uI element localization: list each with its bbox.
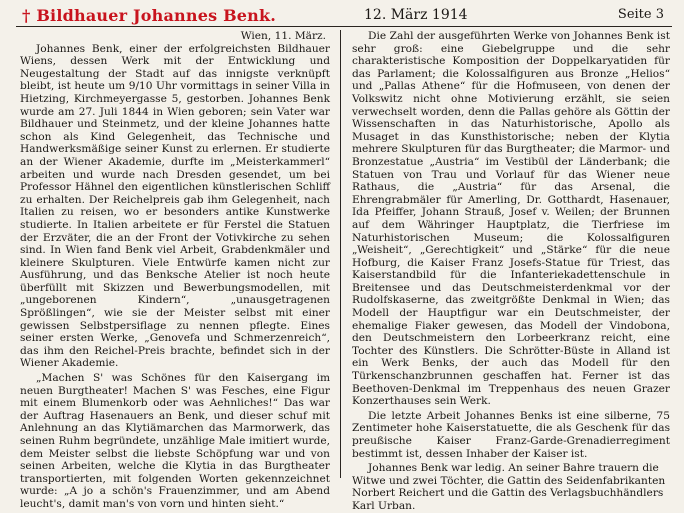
issue-date: 12. März 1914 [364, 7, 468, 23]
page-number: Seite 3 [617, 7, 664, 22]
obituary-title: † Bildhauer Johannes Benk. [22, 6, 277, 25]
article-paragraph: Die Zahl der ausgeführten Werke von Johannes Benk ist sehr groß: eine Giebelgruppe und die sehr charakteristische Komposition der Doppelkaryatiden für das Parlament; die Kolossalfiguren aus Bronze „Helios“ und „Pallas Athene“ für die Hofmuseen, von denen der Volkswitz nicht ohne Motivierung erzählt, sie seien verwechselt worden, denn die Pallas gehöre als Göttin der Wissenschaften in das Naturhistorische, Apollo als Musaget in das Kunsthistorische; neben der Klytia mehrere Skulpturen für das Burgtheater; die Marmor- und Bronzestatue „Austria“ im Vestibül der Länderbank; die Statuen von Trau und Vorlauf für das Wiener neue Rathaus, die „Austria“ für das Arsenal, die Ehrengrabmäler für Amerling, Dr. Gotthardt, Hasenauer, Ida Pfeiffer, Johann Strauß, Josef v. Weilen; der Brunnen auf dem Währinger Hauptplatz, die Tierfriese im Naturhistorischen Museum; die Kolossalfiguren „Weisheit“, „Gerechtigkeit“ und „Stärke“ für die neue Hofburg, die Kaiser Franz Josefs-Statue für Triest, das Kaiserstandbild für die Infanteriekadettenschule in Breitensee und das Deutschmeisterdenkmal vor der Rudolfskaserne, das zweitgrößte Denkmal in Wien; das Modell der Hauptfigur war ein Deutschmeister, der ehemalige Fiaker gewesen, das Modell der Vindobona, den Deutschmeistern den Lorbeerkranz reicht, eine Tochter des Künstlers. Die Schrötter-Büste in Alland ist ein Werk Benks, der auch das Modell für den Türkenschanzbrunnen geschaffen hat. Ferner ist das Beethoven-Denkmal im Treppenhaus des neuen Grazer Konzerthauses sein Werk. [352, 30, 670, 408]
header-rule [16, 26, 672, 27]
column-divider [340, 30, 341, 478]
article-paragraph: Johannes Benk, einer der erfolgreichsten Bildhauer Wiens, dessen Werk mit der Entwicklung und Neugestaltung der Stadt auf das innigste verknüpft bleibt, ist heute um 9/10 Uhr vormittags in seiner Villa in Hietzing, Kirchmeyergasse 5, gestorben. Johannes Benk wurde am 27. Juli 1844 in Wien geboren; sein Vater war Bildhauer und Steinmetz, und der kleine Johannes hatte schon als Kind Gelegenheit, das Technische und Handwerksmäßige seiner Kunst zu erlernen. Er studierte an der Wiener Akademie, durfte im „Meisterkammerl“ arbeiten und wurde nach Dresden gesendet, um bei Professor Hähnel den eigentlichen künstlerischen Schliff zu erhalten. Der Reichelpreis gab ihm Gelegenheit, nach Italien zu reisen, wo er besonders antike Kunstwerke studierte. In Italien arbeitete er für Ferstel die Statuen der Erzväter, die an der Front der Votivkirche zu sehen sind. In Wien fand Benk viel Arbeit, Grabdenkmäler und kleinere Skulpturen. Viele Entwürfe kamen nicht zur Ausführung, und das Benksche Atelier ist noch heute überfüllt mit Skizzen und Bewerbungsmodellen, mit „ungeborenen Kindern“, „unausgetragenen Sprößlingen“, wie sie der Meister selbst mit einer gewissen Selbstpersiflage zu nennen pflegte. Eines seiner ersten Werke, „Genovefa und Schmerzenreich“, das ihm den Reichel-Preis brachte, befindet sich in der Wiener Akademie. [20, 42, 330, 370]
article-paragraph: „Machen S' was Schönes für den Kaisergang im neuen Burgtheater! Machen S' was Fesches, eine Figur mit einem Blumenkorb oder was Aehnliches!“ Das war der Auftrag Hasenauers an Benk, und dieser schuf mit Anlehnung an das Klytiämarchen das Marmorwerk, das seinen Ruhm begründete, unzählige Male imitiert wurde, dem Meister selbst die liebste Schöpfung war und von seinen Arbeiten, welche die Klytia in das Burgtheater transportierten, mit folgenden Worten gekennzeichnet wurde: „A jo a schön's Frauenzimmer, und am Abend leucht's, damit man's von vorn und hinten sieht.“ [20, 372, 330, 510]
left-column [20, 30, 330, 511]
article-paragraph: Die letzte Arbeit Johannes Benks ist eine silberne, 75 Zentimeter hohe Kaiserstatuette, die als Geschenk für das preußische Kaiser Franz-Garde-Grenadierregiment bestimmt ist, dessen Inhaber der Kaiser ist. [352, 409, 670, 460]
page-header [12, 6, 672, 28]
article-paragraph: Johannes Benk war ledig. An seiner Bahre trauern die Witwe und zwei Töchter, die Gattin des Seidenfabrikanten Norbert Reichert und die Gattin des Verlagsbuchhändlers Karl Urban. [352, 462, 666, 512]
dateline: Wien, 11. März. [240, 30, 326, 42]
right-column [352, 30, 670, 513]
